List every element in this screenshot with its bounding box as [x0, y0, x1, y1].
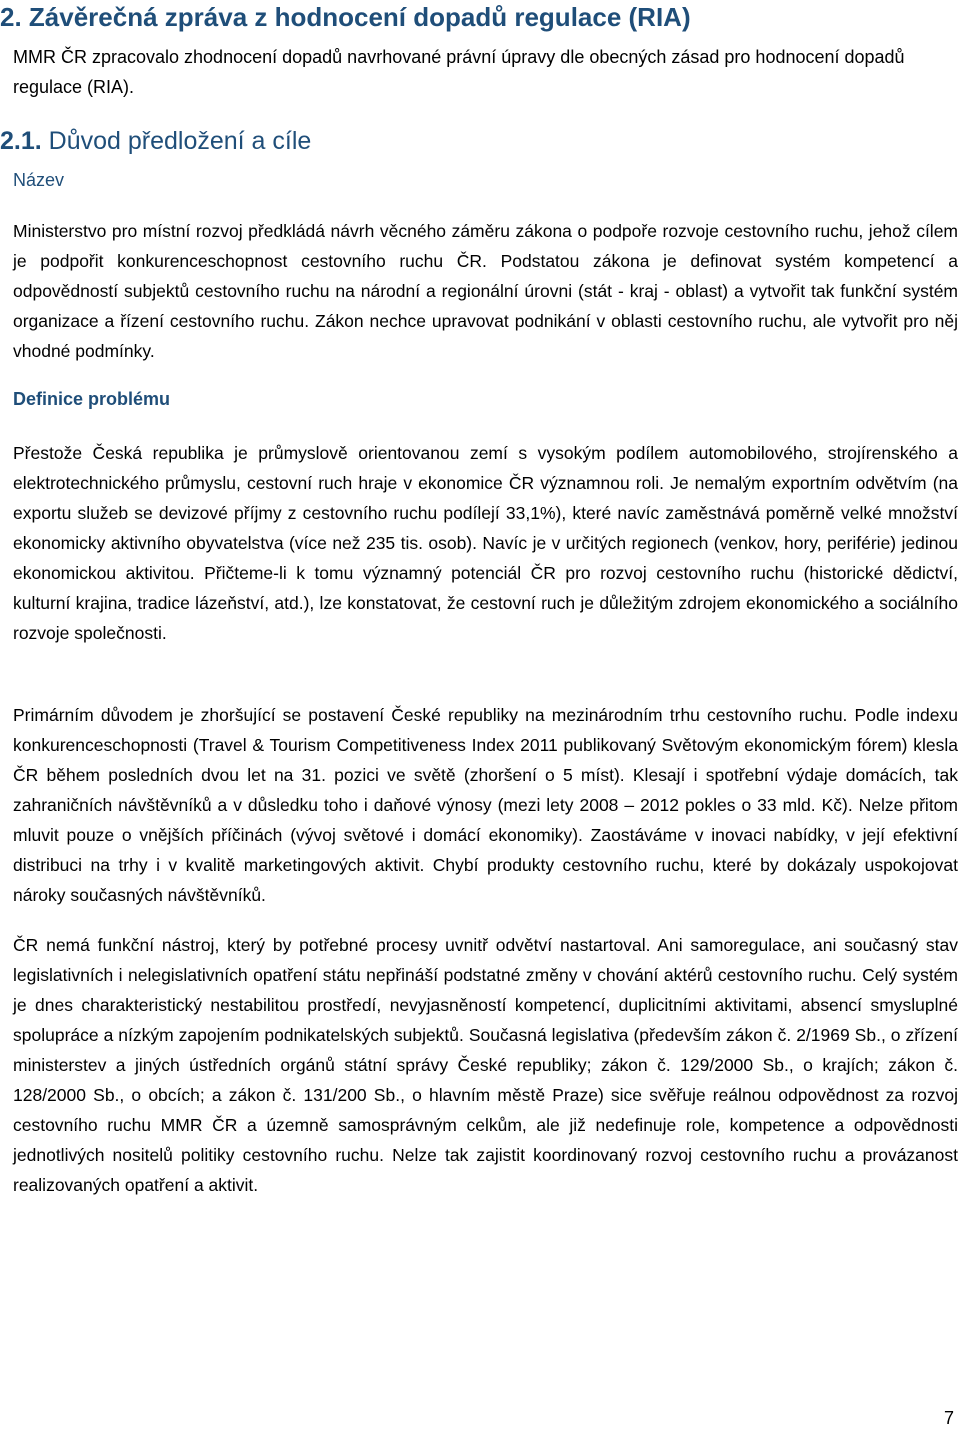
paragraph-definice-2: Primárním důvodem je zhoršující se postavení České republiky na mezinárodním trhu cestovního ruchu. Podle indexu konkurenceschopnosti (Travel & Tourism Competitiveness Index 2011 publikovaný Světovým ekonomickým fórem) klesla ČR během posledních dvou let na 31. pozici ve světě (zhoršení o 5 míst). Klesají i spotřební výdaje domácích, tak zahraničních návštěvníků a v důsledku toho i daňové výnosy (mezi lety 2008 – 2012 pokles o 33 mld. Kč). Nelze přitom mluvit pouze o vnějších příčinách (vývoj světové i domácí ekonomiky). Zaostáváme v inovaci nabídky, v její efektivní distribuci na trhy i v kvalitě marketingových aktivit. Chybí produkty cestovního ruchu, které by dokázaly uspokojovat nároky současných návštěvníků. — [13, 705, 958, 905]
paragraph-definice-1: Přestože Česká republika je průmyslově orientovanou zemí s vysokým podílem automobilového, strojírenského a elektrotechnického průmyslu, cestovní ruch hraje v ekonomice ČR významnou roli. Je nemalým exportním odvětvím (na exportu služeb se devizové příjmy z cestovního ruchu podílejí 33,1%), které navíc zaměstnává poměrně velké množství ekonomicky aktivního obyvatelstva (více než 235 tis. osob). Navíc je v určitých regionech (venkov, hory, periférie) jedinou ekonomickou aktivitou. Přičteme-li k tomu významný potenciál ČR pro rozvoj cestovního ruchu (historické dědictví, kulturní krajina, tradice lázeňství, atd.), lze konstatovat, že cestovní ruch je důležitým zdrojem ekonomického a sociálního rozvoje společnosti. — [13, 443, 958, 643]
subsection-number: 2.1. — [0, 127, 42, 155]
paragraph-definice-3: ČR nemá funkční nástroj, který by potřebné procesy uvnitř odvětví nastartoval. Ani samoregulace, ani současný stav legislativních i nelegislativních opatření státu nepřináší podstatné změny v chování aktérů cestovního ruchu. Celý systém je dnes charakteristický nestabilitou prostředí, nevyjasněností kompetencí, duplicitními aktivitami, absencí smysluplné spolupráce a nízkým zapojením podnikatelských subjektů. Současná legislativa (především zákon č. 2/1969 Sb., o zřízení ministerstev a jiných ústředních orgánů státní správy České republiky; zákon č. 129/2000 Sb., o krajích; zákon č. 128/2000 Sb., o obcích; a zákon č. 131/200 Sb., o hlavním městě Praze) sice svěřuje reálnou odpovědnost za rozvoj cestovního ruchu MMR ČR a územně samosprávným celkům, ale již nedefinuje role, kompetence a odpovědnosti jednotlivých nositelů politiky cestovního ruchu. Nelze tak zajistit koordinovaný rozvoj cestovního ruchu a provázanost realizovaných opatření a aktivit. — [13, 935, 958, 1195]
label-definice-problemu: Definice problému — [13, 389, 171, 409]
label-nazev: Název — [13, 170, 65, 190]
page-number: 7 — [943, 1408, 954, 1428]
section-heading: 2. Závěrečná zpráva z hodnocení dopadů regulace (RIA) — [0, 2, 691, 32]
subsection-title: Důvod předložení a cíle — [41, 127, 312, 155]
intro-paragraph: MMR ČR zpracovalo zhodnocení dopadů navrhované právní úpravy dle obecných zásad pro hodnocení dopadů regulace (RIA). — [13, 47, 905, 97]
subsection-heading — [0, 127, 311, 156]
paragraph-nazev: Ministerstvo pro místní rozvoj předkládá návrh věcného záměru zákona o podpoře rozvoje cestovního ruchu, jehož cílem je podpořit konkurenceschopnost cestovního ruchu ČR. Podstatou zákona je definovat systém kompetencí a odpovědností subjektů cestovního ruchu na národní a regionální úrovni (stát - kraj - oblast) a vytvořit tak funkční systém organizace a řízení cestovního ruchu. Zákon nechce upravovat podnikání v oblasti cestovního ruchu, ale vytvořit pro něj vhodné podmínky. — [13, 221, 958, 361]
